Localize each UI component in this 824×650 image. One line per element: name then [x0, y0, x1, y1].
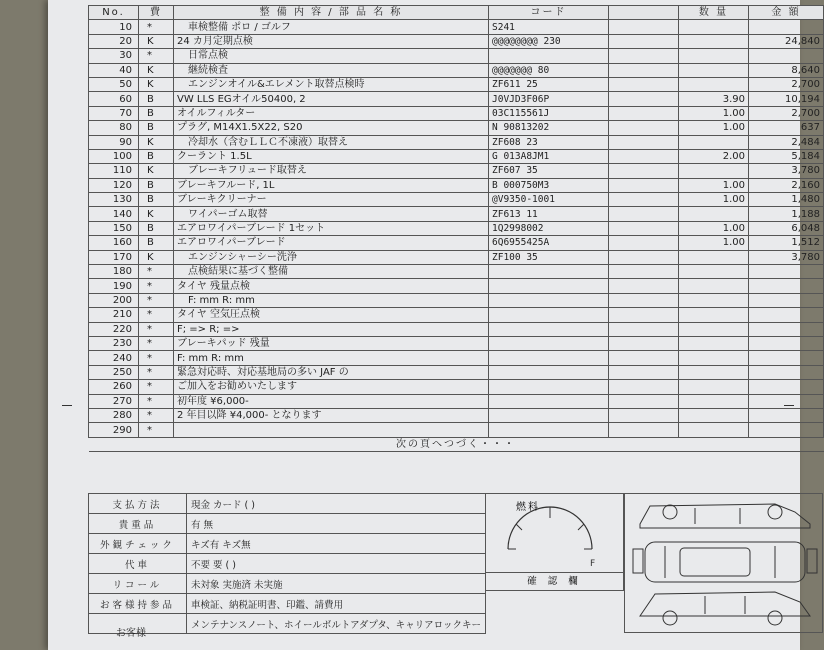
row-quantity: [679, 394, 749, 408]
row-amount: [749, 380, 824, 394]
row-quantity: [679, 250, 749, 264]
row-description: 車検整備 ポロ / ゴルフ: [174, 20, 489, 34]
row-amount: [749, 265, 824, 279]
row-quantity: [679, 336, 749, 350]
row-code: @@@@@@@ 80: [489, 63, 609, 77]
row-category: K: [139, 207, 174, 221]
fold-mark-left: [62, 405, 72, 406]
row-code: [489, 394, 609, 408]
row-blank: [609, 193, 679, 207]
row-no: 150: [89, 221, 139, 235]
row-quantity: 1.00: [679, 178, 749, 192]
row-quantity: [679, 63, 749, 77]
row-amount: 637: [749, 121, 824, 135]
row-no: 250: [89, 365, 139, 379]
payment-value: 現金 カード ( ): [186, 494, 485, 514]
row-description: オイルフィルター: [174, 106, 489, 120]
row-amount: [749, 293, 824, 307]
row-code: @@@@@@@@ 230: [489, 34, 609, 48]
row-no: 100: [89, 149, 139, 163]
table-row: [89, 49, 824, 63]
row-quantity: 1.00: [679, 236, 749, 250]
row-description: エアロワイパーブレード 1セット: [174, 221, 489, 235]
header-code: コード: [489, 6, 609, 20]
row-no: 10: [89, 20, 139, 34]
row-quantity: [679, 164, 749, 178]
row-description: エンジンシャーシー洗浄: [174, 250, 489, 264]
row-quantity: 3.90: [679, 92, 749, 106]
table-row: [89, 394, 824, 408]
row-amount: 1,512: [749, 236, 824, 250]
row-description: 点検結果に基づく整備: [174, 265, 489, 279]
payment-label: 支払方法: [89, 494, 187, 514]
row-code: [489, 279, 609, 293]
row-blank: [609, 121, 679, 135]
table-row: [89, 265, 824, 279]
row-blank: [609, 92, 679, 106]
fuel-gauge-icon: [486, 494, 624, 574]
row-blank: [609, 380, 679, 394]
row-blank: [609, 63, 679, 77]
payment-value: 不要 要 ( ): [186, 554, 485, 574]
payment-label: 外観チェック: [89, 534, 187, 554]
row-code: B 000750M3: [489, 178, 609, 192]
row-no: 130: [89, 193, 139, 207]
row-blank: [609, 149, 679, 163]
row-category: B: [139, 92, 174, 106]
row-category: B: [139, 149, 174, 163]
row-blank: [609, 322, 679, 336]
row-description: 日常点検: [174, 49, 489, 63]
row-code: [489, 351, 609, 365]
row-code: [489, 49, 609, 63]
row-category: *: [139, 351, 174, 365]
row-amount: [749, 336, 824, 350]
table-row: [89, 164, 824, 178]
row-blank: [609, 408, 679, 422]
fuel-gauge-box: [486, 493, 624, 573]
row-amount: [749, 408, 824, 422]
row-quantity: [679, 365, 749, 379]
table-row: [89, 63, 824, 77]
row-no: 240: [89, 351, 139, 365]
row-category: *: [139, 20, 174, 34]
row-code: ZF613 11: [489, 207, 609, 221]
row-code: [489, 423, 609, 437]
row-category: *: [139, 322, 174, 336]
table-row: [89, 322, 824, 336]
row-blank: [609, 394, 679, 408]
row-blank: [609, 106, 679, 120]
row-category: K: [139, 63, 174, 77]
row-quantity: 1.00: [679, 193, 749, 207]
row-description: クーラント 1.5L: [174, 149, 489, 163]
row-blank: [609, 336, 679, 350]
row-description: 冷却水（含むＬＬＣ不凍液）取替え: [174, 135, 489, 149]
row-no: 210: [89, 308, 139, 322]
row-amount: 8,640: [749, 63, 824, 77]
row-no: 60: [89, 92, 139, 106]
payment-label: 代車: [89, 554, 187, 574]
row-quantity: [679, 77, 749, 91]
row-description: [174, 423, 489, 437]
row-category: *: [139, 365, 174, 379]
next-page-row: [89, 437, 824, 451]
row-no: 160: [89, 236, 139, 250]
row-no: 30: [89, 49, 139, 63]
row-category: *: [139, 423, 174, 437]
table-row: [89, 408, 824, 422]
row-quantity: [679, 34, 749, 48]
table-row: [89, 106, 824, 120]
row-no: 50: [89, 77, 139, 91]
row-blank: [609, 250, 679, 264]
row-category: K: [139, 135, 174, 149]
payment-label: リコール: [89, 574, 187, 594]
row-description: エアロワイパーブレード: [174, 236, 489, 250]
table-row: [89, 279, 824, 293]
row-quantity: [679, 423, 749, 437]
row-amount: 1,480: [749, 193, 824, 207]
row-blank: [609, 351, 679, 365]
payment-row: [89, 514, 486, 534]
row-no: 220: [89, 322, 139, 336]
table-row: [89, 380, 824, 394]
row-blank: [609, 20, 679, 34]
table-row: [89, 20, 824, 34]
row-blank: [609, 164, 679, 178]
row-amount: 10,194: [749, 92, 824, 106]
payment-value: キズ有 キズ無: [186, 534, 485, 554]
table-row: [89, 293, 824, 307]
row-no: 70: [89, 106, 139, 120]
confirmation-field: 確 認 欄: [486, 573, 624, 591]
next-page-note: 次の頁へつづく・・・: [89, 437, 824, 451]
row-description: ご加入をお勧めいたします: [174, 380, 489, 394]
row-blank: [609, 207, 679, 221]
bottom-section: [88, 493, 823, 633]
row-category: *: [139, 308, 174, 322]
row-code: N 90813202: [489, 121, 609, 135]
payment-row: [89, 494, 486, 514]
table-row: [89, 423, 824, 437]
row-blank: [609, 34, 679, 48]
payment-value: メンテナンスノート、ホイールボルトアダプタ、キャリアロックキー: [186, 614, 485, 634]
row-code: 6Q6955425A: [489, 236, 609, 250]
row-description: タイヤ 残量点検: [174, 279, 489, 293]
row-category: K: [139, 34, 174, 48]
row-blank: [609, 308, 679, 322]
table-row: [89, 250, 824, 264]
payment-table: [88, 493, 486, 634]
payment-row: [89, 574, 486, 594]
row-description: ブレーキフルード, 1L: [174, 178, 489, 192]
row-quantity: 1.00: [679, 121, 749, 135]
table-row: [89, 135, 824, 149]
row-amount: [749, 365, 824, 379]
row-no: 170: [89, 250, 139, 264]
row-quantity: [679, 265, 749, 279]
row-category: B: [139, 193, 174, 207]
row-quantity: 2.00: [679, 149, 749, 163]
table-row: [89, 193, 824, 207]
row-code: [489, 293, 609, 307]
row-description: VW LLS EGオイル50400, 2: [174, 92, 489, 106]
row-description: ブレーキパッド 残量: [174, 336, 489, 350]
row-quantity: [679, 293, 749, 307]
row-amount: [749, 308, 824, 322]
row-no: 90: [89, 135, 139, 149]
row-amount: 6,048: [749, 221, 824, 235]
row-category: *: [139, 293, 174, 307]
row-quantity: [679, 135, 749, 149]
row-quantity: [679, 20, 749, 34]
payment-value: 有 無: [186, 514, 485, 534]
row-amount: 2,700: [749, 106, 824, 120]
row-description: 24 カ月定期点検: [174, 34, 489, 48]
row-description: エンジンオイル&エレメント取替点検時: [174, 77, 489, 91]
row-no: 180: [89, 265, 139, 279]
payment-row: [89, 614, 486, 634]
row-description: タイヤ 空気圧点検: [174, 308, 489, 322]
row-category: K: [139, 164, 174, 178]
header-quantity: 数 量: [679, 6, 749, 20]
row-no: 80: [89, 121, 139, 135]
row-code: [489, 265, 609, 279]
row-description: ブレーキクリーナー: [174, 193, 489, 207]
row-category: *: [139, 279, 174, 293]
row-no: 120: [89, 178, 139, 192]
row-code: @V9350-1001: [489, 193, 609, 207]
row-amount: 3,780: [749, 250, 824, 264]
table-row: [89, 77, 824, 91]
table-row: [89, 308, 824, 322]
row-no: 20: [89, 34, 139, 48]
table-row: [89, 92, 824, 106]
table-row: [89, 178, 824, 192]
row-amount: [749, 394, 824, 408]
row-category: B: [139, 121, 174, 135]
row-no: 260: [89, 380, 139, 394]
row-category: *: [139, 49, 174, 63]
payment-row: [89, 554, 486, 574]
row-description: プラグ, M14X1.5X22, S20: [174, 121, 489, 135]
row-category: B: [139, 221, 174, 235]
row-category: K: [139, 77, 174, 91]
row-amount: [749, 423, 824, 437]
row-blank: [609, 49, 679, 63]
fuel-label: 燃料: [516, 502, 540, 513]
row-no: 230: [89, 336, 139, 350]
row-amount: [749, 279, 824, 293]
row-category: *: [139, 265, 174, 279]
table-row: [89, 149, 824, 163]
row-quantity: [679, 351, 749, 365]
row-category: *: [139, 394, 174, 408]
row-blank: [609, 279, 679, 293]
row-description: 緊急対応時、対応基地局の多い JAF の: [174, 365, 489, 379]
row-blank: [609, 178, 679, 192]
work-items-table: [88, 5, 824, 452]
row-quantity: [679, 207, 749, 221]
row-code: J0VJD3F06P: [489, 92, 609, 106]
row-description: F: mm R: mm: [174, 293, 489, 307]
row-code: ZF607 35: [489, 164, 609, 178]
car-outline-icon: [625, 494, 822, 632]
payment-value: 車検証、納税証明書、印鑑、請費用: [186, 594, 485, 614]
row-amount: 3,780: [749, 164, 824, 178]
row-description: 2 年目以降 ¥4,000- となります: [174, 408, 489, 422]
table-row: [89, 121, 824, 135]
row-quantity: [679, 408, 749, 422]
row-no: 110: [89, 164, 139, 178]
row-category: B: [139, 236, 174, 250]
row-amount: [749, 20, 824, 34]
row-code: [489, 380, 609, 394]
row-quantity: [679, 279, 749, 293]
row-blank: [609, 293, 679, 307]
table-row: [89, 34, 824, 48]
row-description: 初年度 ¥6,000-: [174, 394, 489, 408]
row-blank: [609, 265, 679, 279]
customer-label: お客様: [116, 628, 146, 639]
row-blank: [609, 236, 679, 250]
row-quantity: 1.00: [679, 106, 749, 120]
row-no: 40: [89, 63, 139, 77]
table-header-row: [89, 6, 824, 20]
header-category: 費: [139, 6, 174, 20]
table-row: [89, 207, 824, 221]
row-quantity: [679, 308, 749, 322]
row-category: *: [139, 336, 174, 350]
row-category: B: [139, 178, 174, 192]
row-code: S241: [489, 20, 609, 34]
header-description: 整 備 内 容 / 部 品 名 称: [174, 6, 489, 20]
row-description: ブレーキフリュード取替え: [174, 164, 489, 178]
row-description: ワイパーゴム取替: [174, 207, 489, 221]
row-quantity: [679, 322, 749, 336]
row-description: 継続検査: [174, 63, 489, 77]
fuel-full-mark: F: [590, 559, 596, 569]
row-code: [489, 308, 609, 322]
table-row: [89, 236, 824, 250]
row-blank: [609, 135, 679, 149]
row-category: *: [139, 380, 174, 394]
table-row: [89, 351, 824, 365]
row-code: [489, 408, 609, 422]
row-blank: [609, 365, 679, 379]
row-amount: 2,484: [749, 135, 824, 149]
row-description: F: mm R: mm: [174, 351, 489, 365]
row-no: 280: [89, 408, 139, 422]
row-no: 290: [89, 423, 139, 437]
row-blank: [609, 221, 679, 235]
row-blank: [609, 423, 679, 437]
row-category: K: [139, 250, 174, 264]
payment-value: 未対象 実施済 未実施: [186, 574, 485, 594]
row-code: [489, 322, 609, 336]
row-amount: 5,184: [749, 149, 824, 163]
payment-row: [89, 534, 486, 554]
row-quantity: 1.00: [679, 221, 749, 235]
row-no: 200: [89, 293, 139, 307]
fold-mark-right: [784, 405, 794, 406]
row-no: 270: [89, 394, 139, 408]
row-amount: [749, 351, 824, 365]
table-row: [89, 336, 824, 350]
row-amount: 1,188: [749, 207, 824, 221]
row-quantity: [679, 49, 749, 63]
row-amount: 24,840: [749, 34, 824, 48]
vehicle-diagram: [624, 493, 823, 633]
row-no: 140: [89, 207, 139, 221]
row-code: [489, 365, 609, 379]
row-code: 1Q2998002: [489, 221, 609, 235]
payment-row: [89, 594, 486, 614]
row-description: F; => R; =>: [174, 322, 489, 336]
header-blank: [609, 6, 679, 20]
row-quantity: [679, 380, 749, 394]
row-code: ZF608 23: [489, 135, 609, 149]
row-code: ZF100 35: [489, 250, 609, 264]
header-no: No.: [89, 6, 139, 20]
row-no: 190: [89, 279, 139, 293]
row-blank: [609, 77, 679, 91]
table-row: [89, 365, 824, 379]
payment-label: 貴重品: [89, 514, 187, 534]
row-code: G 013A8JM1: [489, 149, 609, 163]
maintenance-invoice-sheet: [48, 0, 820, 650]
table-row: [89, 221, 824, 235]
row-category: B: [139, 106, 174, 120]
payment-label: お客様持参品: [89, 594, 187, 614]
row-amount: 2,700: [749, 77, 824, 91]
row-code: ZF611 25: [489, 77, 609, 91]
row-category: *: [139, 408, 174, 422]
row-amount: [749, 322, 824, 336]
row-amount: [749, 49, 824, 63]
row-amount: 2,160: [749, 178, 824, 192]
row-code: [489, 336, 609, 350]
row-code: 03C115561J: [489, 106, 609, 120]
header-amount: 金 額: [749, 6, 824, 20]
